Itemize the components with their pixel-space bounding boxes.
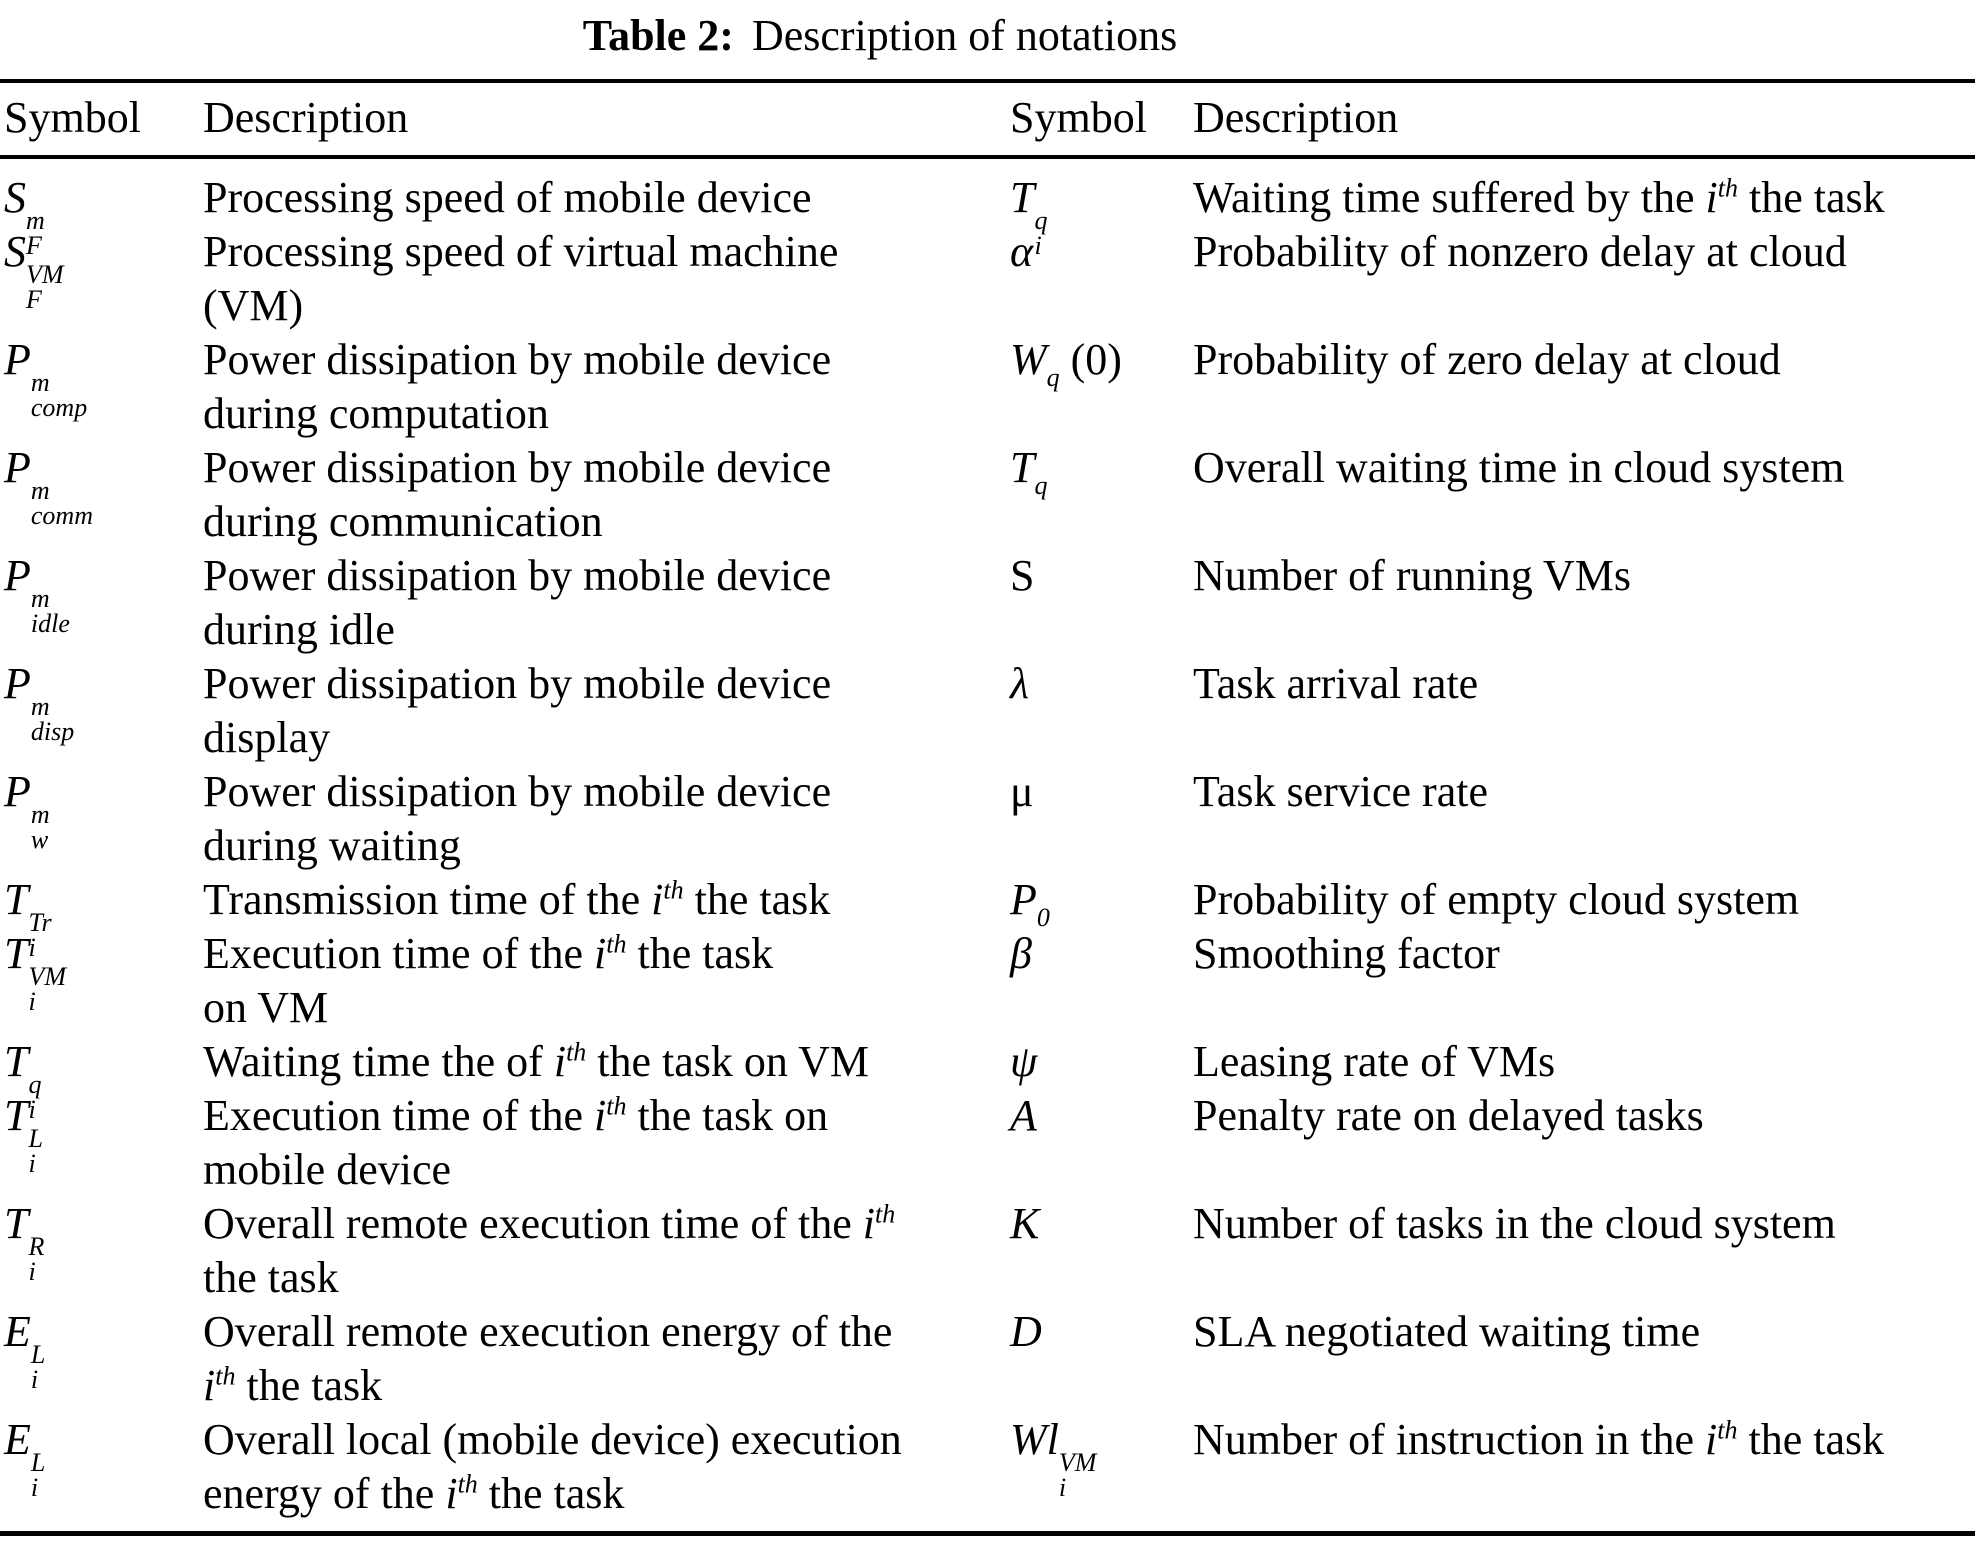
- math-symbol: [1010, 873, 1188, 932]
- description-line: Overall remote execution energy of the: [203, 1307, 893, 1356]
- column-header-description-left: Description: [203, 93, 409, 142]
- symbol-base: S: [4, 227, 26, 276]
- description-line: Probability of empty cloud system: [1193, 875, 1800, 924]
- table-row: [0, 1035, 1975, 1089]
- description-line: Number of running VMs: [1193, 551, 1631, 600]
- table-row: [0, 927, 1975, 1035]
- symbol-subscript: q: [1046, 363, 1060, 392]
- description-line: Processing speed of mobile device: [203, 173, 812, 222]
- symbol-base: Wl: [1010, 1415, 1059, 1464]
- math-symbol: [4, 225, 198, 314]
- ith-i: i: [594, 929, 607, 978]
- symbol-scripts: R i: [28, 1232, 45, 1286]
- description-cell-right: [1188, 333, 1975, 441]
- description-cell-left: [198, 157, 1010, 225]
- description-cell-right: [1188, 1197, 1975, 1305]
- symbol-base: T: [4, 929, 29, 978]
- symbol-base: P: [4, 659, 31, 708]
- symbol-base: ψ: [1010, 1037, 1038, 1086]
- ith-th: th: [606, 929, 627, 959]
- column-header-symbol-left: Symbol: [4, 93, 141, 142]
- table-row: [0, 657, 1975, 765]
- description-line: Probability of nonzero delay at cloud: [1193, 227, 1847, 276]
- symbol-base: D: [1010, 1307, 1042, 1356]
- ith-th: th: [457, 1469, 478, 1499]
- description-line: Overall local (mobile device) execution: [203, 1415, 902, 1464]
- symbol-cell-left: [0, 1089, 198, 1197]
- description-cell-left: [198, 873, 1010, 927]
- ith-th: th: [566, 1037, 587, 1067]
- ith-i: i: [203, 1361, 216, 1410]
- symbol-base: λ: [1010, 659, 1030, 708]
- symbol-base: A: [1010, 1091, 1037, 1140]
- description-cell-left: [198, 1305, 1010, 1413]
- math-symbol: [1010, 1413, 1188, 1502]
- table-caption: [0, 8, 1975, 64]
- table-row: [0, 333, 1975, 441]
- symbol-subscript: 0: [1036, 903, 1050, 932]
- table-row: [0, 873, 1975, 927]
- symbol-scripts: m comp: [30, 368, 88, 422]
- description-line: Smoothing factor: [1193, 929, 1500, 978]
- math-symbol: [4, 873, 198, 962]
- symbol-subscript: q: [1034, 471, 1048, 500]
- symbol-scripts: VM i: [1058, 1448, 1097, 1502]
- math-symbol: [1010, 1089, 1188, 1143]
- symbol-base: P: [1010, 875, 1037, 924]
- symbol-cell-left: [0, 1035, 198, 1124]
- symbol-scripts: L i: [28, 1124, 43, 1178]
- symbol-cell-left: [0, 225, 198, 333]
- ith-th: th: [1717, 1415, 1738, 1445]
- description-line: Power dissipation by mobile device: [203, 551, 832, 600]
- table-row: [0, 1305, 1975, 1413]
- description-line: Task service rate: [1193, 767, 1488, 816]
- symbol-base: T: [1010, 173, 1035, 222]
- description-cell-right: [1188, 657, 1975, 765]
- symbol-scripts: q i: [1034, 206, 1048, 260]
- table-row: [0, 1197, 1975, 1305]
- symbol-cell-right: [1010, 1089, 1188, 1197]
- ith-th: th: [874, 1199, 896, 1229]
- math-symbol: [4, 1197, 198, 1286]
- symbol-base: T: [1010, 443, 1035, 492]
- description-line: Power dissipation by mobile device: [203, 335, 832, 384]
- description-line: Power dissipation by mobile device: [203, 443, 832, 492]
- symbol-scripts: m comm: [30, 476, 93, 530]
- symbol-cell-right: [1010, 927, 1188, 1035]
- column-header-symbol-right: Symbol: [1010, 93, 1147, 142]
- symbol-base: T: [4, 875, 29, 924]
- symbol-scripts: m F: [26, 206, 45, 260]
- table-row: [0, 765, 1975, 873]
- symbol-cell-left: [0, 1305, 198, 1413]
- symbol-cell-left: [0, 1197, 198, 1305]
- description-cell-left: [198, 225, 1010, 333]
- description-line: Waiting time suffered by the $i^{th}$ the task: [1193, 173, 1885, 222]
- symbol-cell-right: [1010, 765, 1188, 873]
- math-symbol: [1010, 549, 1188, 603]
- symbol-scripts: m w: [30, 800, 50, 854]
- math-symbol: [1010, 927, 1188, 981]
- symbol-scripts: L i: [30, 1340, 46, 1394]
- description-cell-right: [1188, 225, 1975, 333]
- table-row: [0, 549, 1975, 657]
- description-line: Number of instruction in the $i^{th}$ the task: [1193, 1415, 1885, 1464]
- description-cell-left: [198, 333, 1010, 441]
- symbol-suffix: (0): [1059, 335, 1122, 384]
- description-line: during idle: [203, 605, 395, 654]
- ith-th: th: [215, 1361, 236, 1391]
- description-line: Overall waiting time in cloud system: [1193, 443, 1845, 492]
- math-symbol: [4, 765, 198, 854]
- symbol-base: T: [4, 1199, 29, 1248]
- ith-i: i: [445, 1469, 458, 1518]
- math-symbol: [4, 1305, 198, 1394]
- table-caption-label: Table 2:: [582, 11, 734, 60]
- description-line: Execution time of the $i^{th}$ the task on: [203, 1091, 829, 1140]
- description-line: SLA negotiated waiting time: [1193, 1307, 1701, 1356]
- description-cell-right: [1188, 441, 1975, 549]
- symbol-cell-right: [1010, 549, 1188, 657]
- symbol-scripts: m idle: [30, 584, 70, 638]
- header-row: [0, 81, 1975, 157]
- math-symbol: [4, 171, 198, 260]
- math-symbol: [1010, 441, 1188, 500]
- math-symbol: [1010, 333, 1188, 392]
- math-symbol: [4, 549, 198, 638]
- ith-i: i: [1705, 173, 1718, 222]
- description-line: (VM): [203, 281, 304, 330]
- symbol-cell-left: [0, 657, 198, 765]
- symbol-cell-right: [1010, 157, 1188, 260]
- symbol-cell-left: [0, 765, 198, 873]
- ith-th: th: [663, 875, 684, 905]
- symbol-cell-right: [1010, 333, 1188, 441]
- table-row: [0, 225, 1975, 333]
- symbol-cell-right: [1010, 441, 1188, 549]
- description-cell-left: [198, 1035, 1010, 1089]
- symbol-base: W: [1010, 335, 1047, 384]
- symbol-cell-right: [1010, 1035, 1188, 1089]
- paper-table-page: [0, 8, 1975, 1550]
- ith-i: i: [594, 1091, 607, 1140]
- table-row: [0, 1089, 1975, 1197]
- description-cell-right: [1188, 1305, 1975, 1413]
- symbol-cell-right: [1010, 1197, 1188, 1305]
- symbol-cell-left: [0, 873, 198, 962]
- symbol-cell-left: [0, 549, 198, 657]
- symbol-base: E: [4, 1415, 31, 1464]
- description-cell-left: [198, 1197, 1010, 1305]
- math-symbol: [4, 927, 198, 1016]
- description-line: Waiting time the of $i^{th}$ the task on VM: [203, 1037, 870, 1086]
- description-cell-right: [1188, 1089, 1975, 1197]
- description-line: the task: [203, 1253, 339, 1302]
- description-cell-right: [1188, 1413, 1975, 1534]
- symbol-base: P: [4, 335, 31, 384]
- math-symbol: [4, 1089, 198, 1178]
- symbol-cell-right: [1010, 657, 1188, 765]
- symbol-scripts: VM F: [26, 260, 64, 314]
- description-line: Execution time of the $i^{th}$ the task: [203, 929, 774, 978]
- symbol-cell-right: [1010, 1305, 1188, 1413]
- description-line: during computation: [203, 389, 549, 438]
- symbol-scripts: m disp: [30, 692, 75, 746]
- description-cell-right: [1188, 927, 1975, 1035]
- column-header-description-right: Description: [1193, 93, 1399, 142]
- description-line: Task arrival rate: [1193, 659, 1479, 708]
- symbol-base: T: [4, 1091, 29, 1140]
- symbol-scripts: q i: [28, 1070, 42, 1124]
- description-line: energy of the $i^{th}$ the task: [203, 1469, 625, 1518]
- description-cell-left: [198, 549, 1010, 657]
- description-line: Processing speed of virtual machine: [203, 227, 839, 276]
- symbol-base: β: [1010, 929, 1032, 978]
- symbol-base: P: [4, 551, 31, 600]
- description-line: during communication: [203, 497, 603, 546]
- symbol-scripts: L i: [30, 1448, 46, 1502]
- description-cell-left: [198, 657, 1010, 765]
- symbol-cell-left: [0, 333, 198, 441]
- symbol-scripts: VM i: [28, 962, 67, 1016]
- math-symbol: [1010, 765, 1188, 819]
- description-line: Transmission time of the $i^{th}$ the task: [203, 875, 831, 924]
- description-cell-left: [198, 1413, 1010, 1534]
- symbol-base: α: [1010, 227, 1034, 276]
- table-row: [0, 1413, 1975, 1534]
- description-cell-right: [1188, 873, 1975, 927]
- math-symbol: [1010, 1035, 1188, 1089]
- description-line: display: [203, 713, 331, 762]
- ith-i: i: [553, 1037, 567, 1086]
- symbol-scripts: Tr i: [28, 908, 52, 962]
- description-line: Power dissipation by mobile device: [203, 767, 832, 816]
- description-cell-left: [198, 441, 1010, 549]
- description-line: Probability of zero delay at cloud: [1193, 335, 1781, 384]
- description-line: on VM: [203, 983, 329, 1032]
- table-body: [0, 157, 1975, 1534]
- description-line: Power dissipation by mobile device: [203, 659, 832, 708]
- math-symbol: [4, 441, 198, 530]
- description-cell-right: [1188, 1035, 1975, 1089]
- math-symbol: [4, 1413, 198, 1502]
- math-symbol: [1010, 1305, 1188, 1359]
- symbol-cell-left: [0, 441, 198, 549]
- symbol-base: S: [1010, 551, 1035, 600]
- math-symbol: [4, 333, 198, 422]
- symbol-base: P: [4, 443, 31, 492]
- description-cell-right: [1188, 157, 1975, 225]
- ith-i: i: [862, 1199, 875, 1248]
- description-line: Overall remote execution time of the $i^{th}$: [203, 1199, 896, 1248]
- symbol-base: T: [4, 1037, 29, 1086]
- symbol-cell-left: [0, 157, 198, 260]
- notations-table: [0, 79, 1975, 1536]
- symbol-base: E: [4, 1307, 31, 1356]
- description-cell-right: [1188, 549, 1975, 657]
- ith-i: i: [651, 875, 664, 924]
- ith-i: i: [1705, 1415, 1718, 1464]
- description-line: $i^{th}$ the task: [203, 1361, 383, 1410]
- description-cell-left: [198, 765, 1010, 873]
- description-line: mobile device: [203, 1145, 452, 1194]
- math-symbol: [4, 657, 198, 746]
- ith-th: th: [606, 1091, 627, 1121]
- description-cell-right: [1188, 765, 1975, 873]
- ith-th: th: [1717, 173, 1738, 203]
- table-caption-text: Description of notations: [751, 11, 1178, 60]
- math-symbol: [1010, 1197, 1188, 1251]
- table-header: [0, 81, 1975, 157]
- symbol-cell-right: [1010, 1413, 1188, 1534]
- symbol-cell-left: [0, 1413, 198, 1534]
- description-line: Number of tasks in the cloud system: [1193, 1199, 1836, 1248]
- description-cell-left: [198, 1089, 1010, 1197]
- table-row: [0, 157, 1975, 225]
- math-symbol: [1010, 171, 1188, 260]
- description-line: Penalty rate on delayed tasks: [1193, 1091, 1704, 1140]
- symbol-base: K: [1010, 1199, 1040, 1248]
- symbol-base: μ: [1010, 767, 1034, 816]
- description-line: Leasing rate of VMs: [1193, 1037, 1556, 1086]
- description-line: during waiting: [203, 821, 461, 870]
- description-cell-left: [198, 927, 1010, 1035]
- table-row: [0, 441, 1975, 549]
- symbol-base: S: [4, 173, 26, 222]
- math-symbol: [1010, 657, 1188, 711]
- symbol-cell-right: [1010, 873, 1188, 932]
- math-symbol: [4, 1035, 198, 1124]
- symbol-base: P: [4, 767, 31, 816]
- symbol-cell-left: [0, 927, 198, 1035]
